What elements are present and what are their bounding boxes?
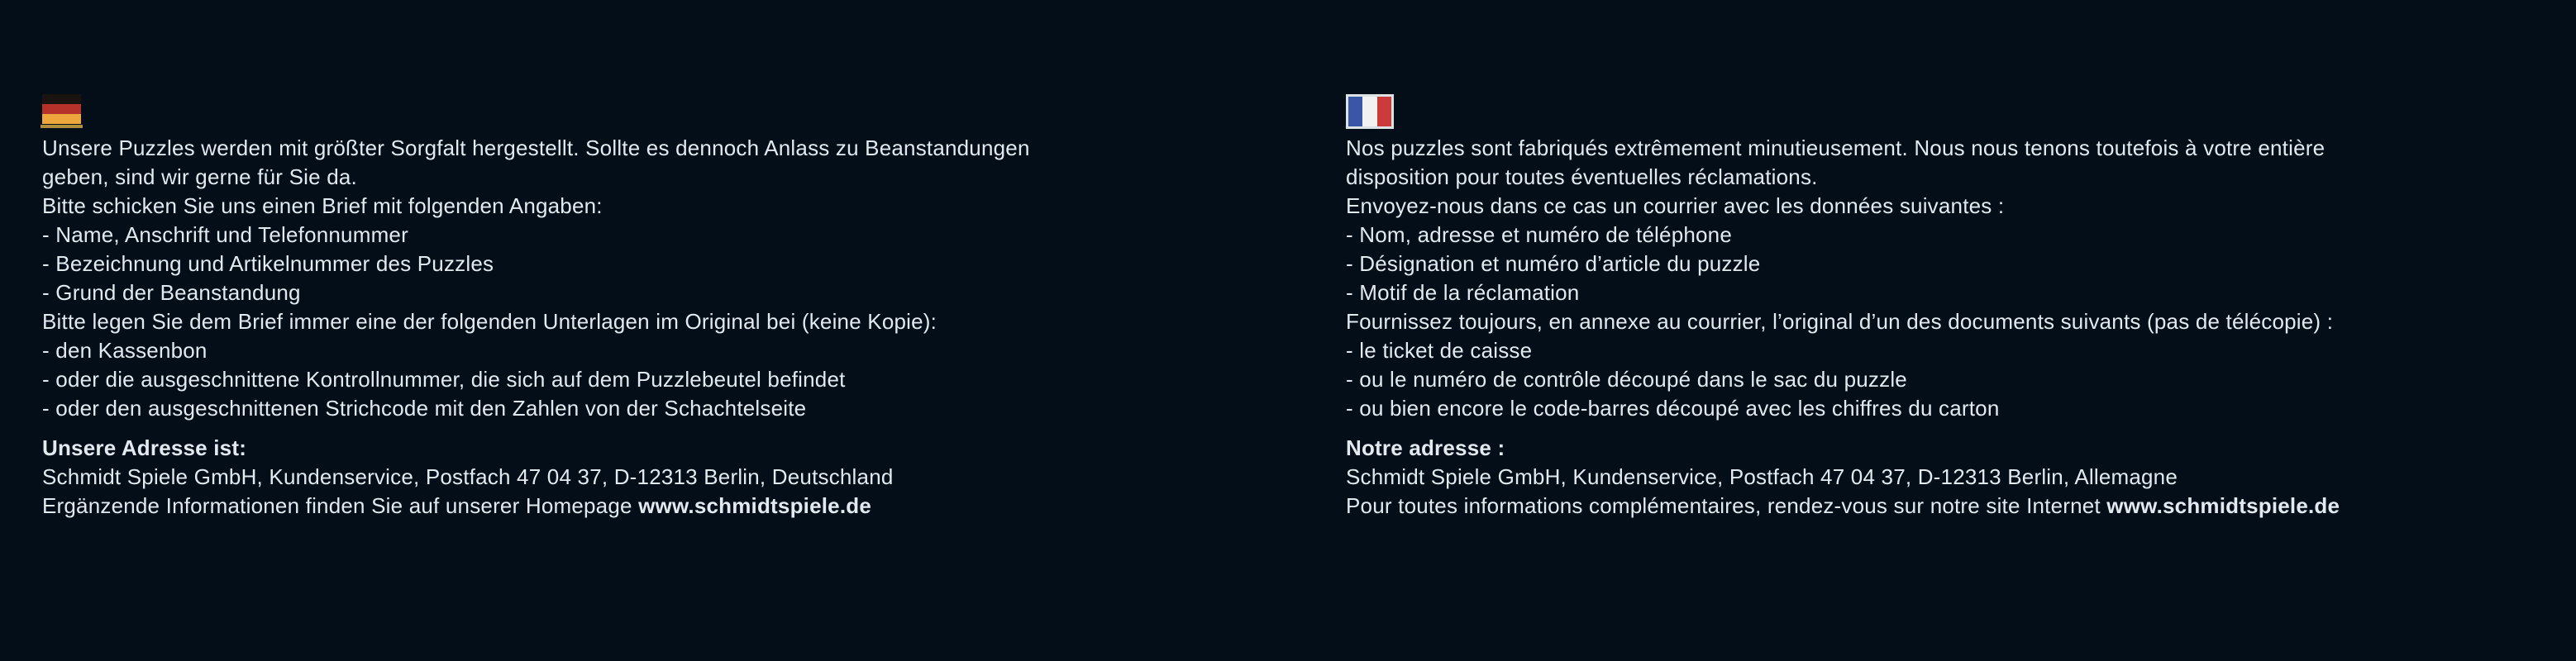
list-item: - oder die ausgeschnittene Kontrollnummer, die sich auf dem Puzzlebeutel befindet bbox=[42, 367, 846, 392]
instruction-line: Bitte schicken Sie uns einen Brief mit folgenden Angaben: bbox=[42, 193, 603, 218]
germany-flag-icon bbox=[42, 94, 81, 128]
german-section bbox=[42, 94, 1274, 521]
homepage-url: www.schmidtspiele.de bbox=[638, 493, 871, 518]
list-item: - ou le numéro de contrôle découpé dans le sac du puzzle bbox=[1346, 367, 1907, 392]
germany-flag-gold-stripe bbox=[42, 114, 81, 124]
list-item: - den Kassenbon bbox=[42, 338, 208, 363]
homepage-line bbox=[1346, 492, 2576, 521]
germany-flag-black-stripe bbox=[42, 94, 81, 104]
france-flag-white-stripe bbox=[1362, 97, 1376, 126]
intro-line: Nos puzzles sont fabriqués extrêmement minutieusement. Nous nous tenons toutefois à votre entière bbox=[1346, 136, 2326, 160]
list-item: - Name, Anschrift und Telefonnummer bbox=[42, 222, 408, 247]
address-heading: Unsere Adresse ist: bbox=[42, 435, 247, 460]
france-flag-icon bbox=[1346, 94, 1394, 129]
france-flag-red-stripe bbox=[1377, 97, 1391, 126]
homepage-text: Pour toutes informations complémentaires, rendez-vous sur notre site Internet bbox=[1346, 493, 2107, 518]
instruction-line: Envoyez-nous dans ce cas un courrier avec les données suivantes : bbox=[1346, 193, 2005, 218]
intro-line: geben, sind wir gerne für Sie da. bbox=[42, 164, 357, 189]
address-line: Schmidt Spiele GmbH, Kundenservice, Postfach 47 04 37, D-12313 Berlin, Deutschland bbox=[42, 464, 894, 489]
homepage-url: www.schmidtspiele.de bbox=[2106, 493, 2340, 518]
list-item: - le ticket de caisse bbox=[1346, 338, 1533, 363]
list-item: - oder den ausgeschnittenen Strichcode mit den Zahlen von der Schachtelseite bbox=[42, 396, 807, 421]
french-section bbox=[1346, 94, 2576, 521]
france-flag-blue-stripe bbox=[1348, 97, 1362, 126]
list-item: - Nom, adresse et numéro de téléphone bbox=[1346, 222, 1732, 247]
list-item: - Bezeichnung und Artikelnummer des Puzzles bbox=[42, 251, 494, 276]
homepage-text: Ergänzende Informationen finden Sie auf unserer Homepage bbox=[42, 493, 639, 518]
instruction-line: Bitte legen Sie dem Brief immer eine der folgenden Unterlagen im Original bei (keine Kopie): bbox=[42, 309, 937, 334]
german-flag-holder bbox=[42, 94, 1274, 134]
list-item: - Désignation et numéro d’article du puzzle bbox=[1346, 251, 1761, 276]
homepage-line bbox=[42, 492, 1274, 521]
instruction-line: Fournissez toujours, en annexe au courrier, l’original d’un des documents suivants (pas de télécopie) : bbox=[1346, 309, 2334, 334]
germany-flag-red-stripe bbox=[42, 104, 81, 114]
list-item: - Grund der Beanstandung bbox=[42, 280, 301, 305]
list-item: - ou bien encore le code-barres découpé avec les chiffres du carton bbox=[1346, 396, 2000, 421]
intro-line: Unsere Puzzles werden mit größter Sorgfalt hergestellt. Sollte es dennoch Anlass zu Beanstandungen bbox=[42, 136, 1030, 160]
address-line: Schmidt Spiele GmbH, Kundenservice, Postfach 47 04 37, D-12313 Berlin, Allemagne bbox=[1346, 464, 2178, 489]
address-heading: Notre adresse : bbox=[1346, 435, 1505, 460]
intro-line: disposition pour toutes éventuelles réclamations. bbox=[1346, 164, 1818, 189]
germany-flag-underline bbox=[41, 125, 83, 128]
list-item: - Motif de la réclamation bbox=[1346, 280, 1580, 305]
french-flag-holder bbox=[1346, 94, 2576, 134]
